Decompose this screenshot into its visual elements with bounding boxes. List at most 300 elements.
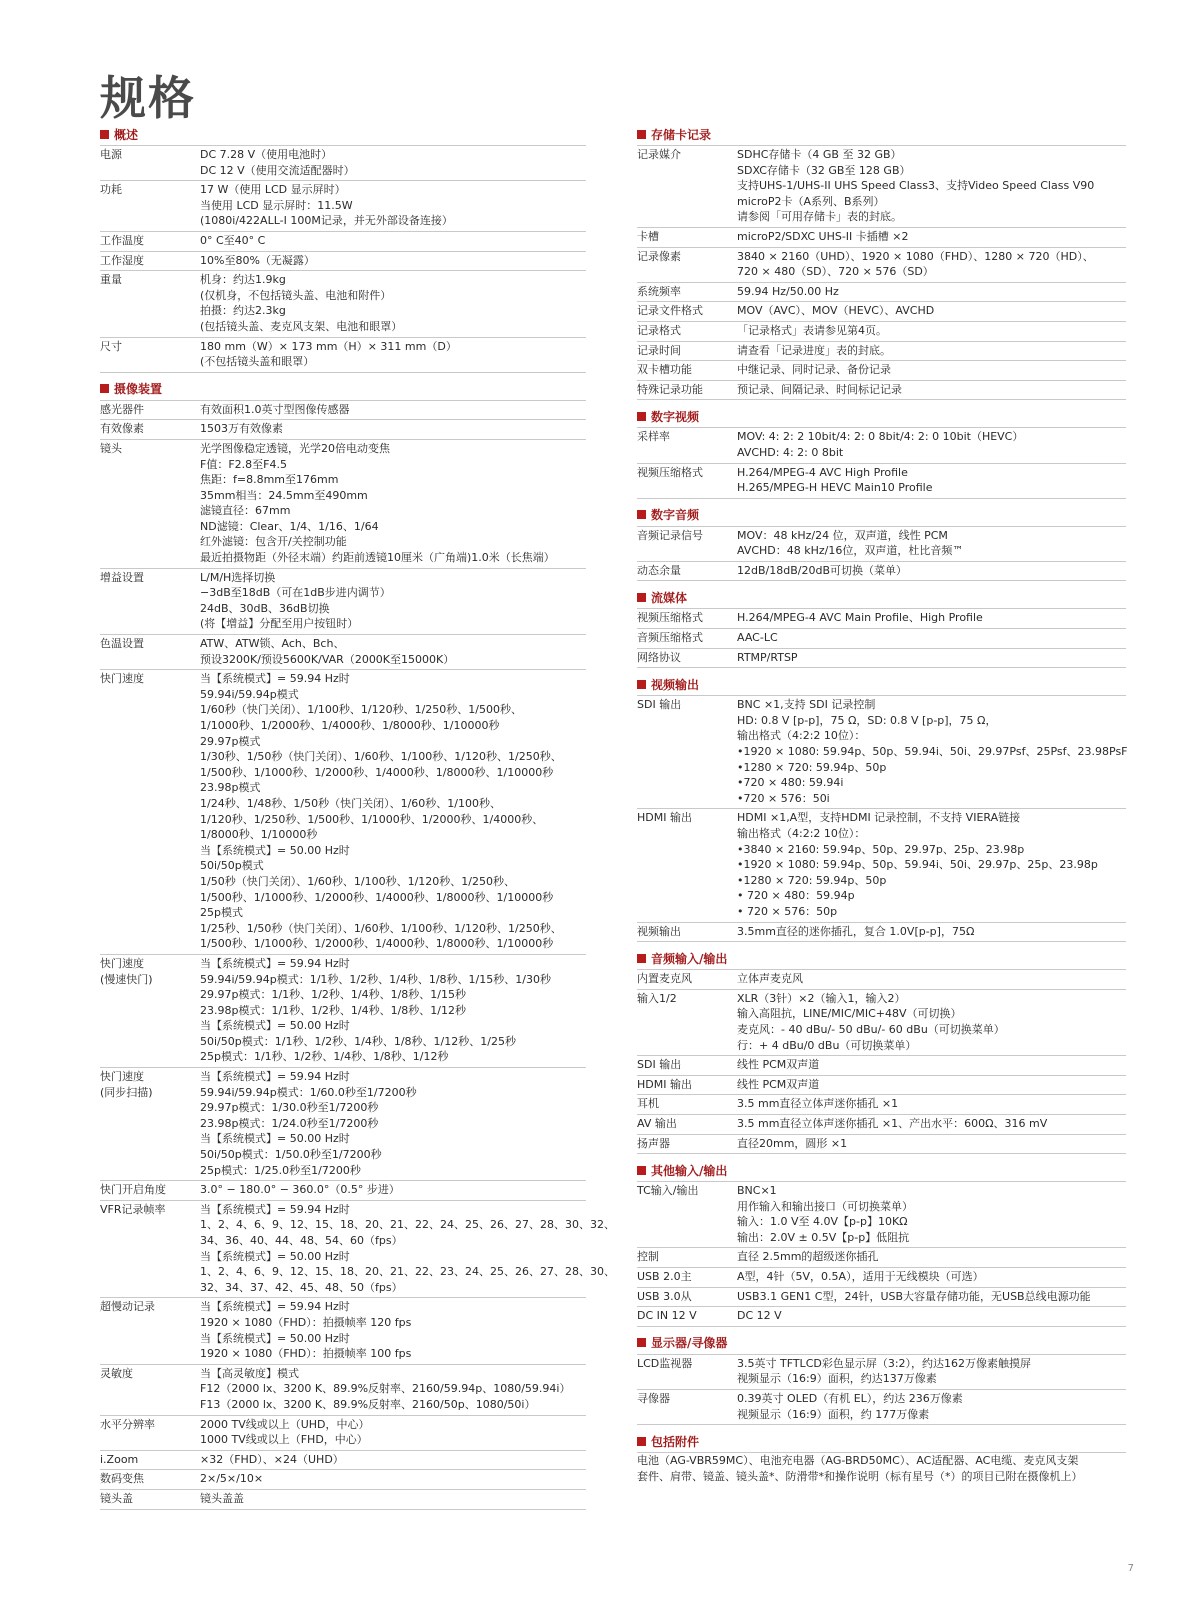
spec-label: USB 3.0从 xyxy=(637,1289,692,1303)
spec-values xyxy=(737,991,1126,1053)
spec-values xyxy=(737,229,1126,245)
spec-row xyxy=(100,400,586,420)
spec-row xyxy=(637,1055,1126,1075)
spec-label: LCD监视器 xyxy=(637,1356,693,1370)
spec-value-line: 1/500秒、1/1000秒、1/2000秒、1/4000秒、1/8000秒、1/10000秒 xyxy=(200,765,554,779)
spec-values xyxy=(737,465,1126,496)
spec-values xyxy=(737,249,1126,280)
spec-value-line: ATW、ATW锁、Ach、Bch、 xyxy=(200,637,345,651)
section-title: 数字视频 xyxy=(651,409,700,424)
spec-row xyxy=(637,1287,1126,1307)
spec-label: 快门速度 (慢速快门) xyxy=(100,956,153,986)
spec-label: 水平分辨率 xyxy=(100,1417,155,1431)
spec-value-line: 视频显示（16:9）面积，约达137万像素 xyxy=(737,1372,937,1386)
spec-value-line: 当【系统模式】= 50.00 Hz时 xyxy=(200,1249,350,1263)
section-marker-icon xyxy=(637,1338,646,1347)
spec-values xyxy=(737,630,1126,646)
spec-values xyxy=(200,1202,615,1296)
spec-value-line: 当【系统模式】= 59.94 Hz时 xyxy=(200,672,350,686)
spec-section xyxy=(100,381,615,1510)
spec-value-line: 用作输入和输出接口（可切换菜单） xyxy=(737,1199,913,1213)
spec-value-line: 17 W（使用 LCD 显示屏时） xyxy=(200,183,346,197)
spec-value-line: 1503万有效像素 xyxy=(200,422,283,436)
accessory-line: 电池（AG-VBR59MC）、电池充电器（AG-BRD50MC）、AC适配器、AC电缆、麦克风支架 xyxy=(637,1452,1126,1469)
spec-value-line: 3.5mm直径的迷你插孔，复合 1.0V[p-p]，75Ω xyxy=(737,924,975,938)
spec-value-line: 0° C至40° C xyxy=(200,233,266,247)
spec-value-line: •3840 × 2160: 59.94p、50p、29.97p、25p、23.98p xyxy=(737,842,1025,856)
spec-label: 扬声器 xyxy=(637,1136,670,1150)
section-title: 音频输入/输出 xyxy=(651,951,728,966)
section-title: 数字音频 xyxy=(651,508,700,523)
spec-label: DC IN 12 V xyxy=(637,1309,697,1323)
spec-value-line: 3.5 mm直径立体声迷你插孔 ×1、产出水平：600Ω、316 mV xyxy=(737,1116,1048,1130)
spec-row xyxy=(637,1267,1126,1287)
section-header xyxy=(637,408,1126,424)
section-title: 显示器/寻像器 xyxy=(651,1336,728,1351)
section-header xyxy=(637,589,1126,605)
spec-value-line: 3.5 mm直径立体声迷你插孔 ×1 xyxy=(737,1097,899,1111)
spec-value-line: 当【系统模式】= 50.00 Hz时 xyxy=(200,843,350,857)
spec-value-line: 当使用 LCD 显示屏时：11.5W xyxy=(200,198,353,212)
section-marker-icon xyxy=(637,1166,646,1175)
spec-values xyxy=(200,402,586,418)
spec-column-left xyxy=(100,126,615,1518)
spec-label: 快门速度 (同步扫描) xyxy=(100,1070,153,1099)
spec-values xyxy=(737,610,1126,626)
spec-value-line: 麦克风：- 40 dBu/- 50 dBu/- 60 dBu（可切换菜单） xyxy=(737,1022,1005,1036)
spec-row xyxy=(637,427,1126,462)
spec-row xyxy=(100,634,586,669)
section-header xyxy=(637,676,1126,692)
spec-value-line: (1080i/422ALL-I 100M记录，并无外部设备连接） xyxy=(200,214,453,228)
spec-label: 双卡槽功能 xyxy=(637,363,692,377)
spec-label: 记录格式 xyxy=(637,323,681,337)
spec-row xyxy=(637,360,1126,380)
spec-values xyxy=(737,1057,1126,1073)
spec-value-line: 预记录、间隔记录、时间标记记录 xyxy=(737,382,902,396)
spec-value-line: 请参阅「可用存储卡」表的封底。 xyxy=(737,210,902,224)
spec-value-line: 1/25秒、1/50秒（快门关闭）、1/60秒、1/100秒、1/120秒、1/250秒、 xyxy=(200,921,562,935)
spec-value-line: HD: 0.8 V [p-p]，75 Ω，SD: 0.8 V [p-p]，75 Ω， xyxy=(737,713,997,727)
spec-label: 寻像器 xyxy=(637,1392,670,1406)
spec-value-line: 输出格式（4:2:2 10位）： xyxy=(737,729,866,743)
spec-value-line: •1280 × 720: 59.94p、50p xyxy=(737,760,887,774)
spec-values xyxy=(737,1308,1126,1324)
spec-values xyxy=(737,1356,1126,1387)
spec-label: 记录时间 xyxy=(637,343,681,357)
section-title: 其他输入/输出 xyxy=(651,1163,728,1178)
spec-value-line: 1、2、4、6、9、12、15、18、20、21、22、24、25、26、27、28、30、32、 xyxy=(200,1218,615,1232)
spec-values xyxy=(200,182,586,229)
spec-value-line: A型，4针（5V，0.5A），适用于无线模块（可选） xyxy=(737,1270,984,1284)
section-title: 存储卡记录 xyxy=(651,127,712,142)
spec-value-line: •720 × 576：50i xyxy=(737,791,830,805)
section-marker-icon xyxy=(637,412,646,421)
spec-values xyxy=(200,147,586,178)
spec-values xyxy=(737,284,1126,300)
spec-value-line: microP2/SDXC UHS-II 卡插槽 ×2 xyxy=(737,229,909,243)
section-header xyxy=(637,126,1126,142)
spec-value-line: 1/60秒（快门关闭）、1/100秒、1/120秒、1/250秒、1/500秒、 xyxy=(200,703,523,717)
spec-section xyxy=(637,1433,1126,1484)
spec-label: 镜头 xyxy=(100,441,122,455)
spec-value-line: 50i/50p模式 xyxy=(200,859,264,873)
spec-value-line: • 720 × 576：50p xyxy=(737,904,838,918)
spec-row xyxy=(100,1200,615,1298)
spec-values xyxy=(737,1183,1126,1245)
spec-row xyxy=(637,1181,1126,1247)
spec-value-line: •1920 × 1080: 59.94p、50p、59.94i、50i、29.97Psf、25Psf、23.98PsF xyxy=(737,745,1128,759)
spec-value-line: MOV: 4: 2: 2 10bit/4: 2: 0 8bit/4: 2: 0 10bit（HEVC） xyxy=(737,430,1024,444)
spec-value-line: 29.97p模式：1/1秒、1/2秒、1/4秒、1/8秒、1/15秒 xyxy=(200,988,466,1002)
spec-label: 采样率 xyxy=(637,430,670,444)
spec-values xyxy=(737,1136,1126,1152)
spec-values xyxy=(737,528,1126,559)
spec-value-line: ND滤镜：Clear、1/4、1/16、1/64 xyxy=(200,519,379,533)
spec-value-line: 1/120秒、1/250秒、1/500秒、1/1000秒、1/2000秒、1/4000秒、 xyxy=(200,812,544,826)
spec-value-line: 视频显示（16:9）面积，约 177万像素 xyxy=(737,1407,930,1421)
spec-values xyxy=(737,1249,1126,1265)
spec-row xyxy=(637,282,1126,302)
spec-value-line: SDHC存储卡（4 GB 至 32 GB） xyxy=(737,148,902,161)
section-header xyxy=(100,381,586,397)
spec-value-line: 当【系统模式】= 59.94 Hz时 xyxy=(200,1202,350,1216)
spec-value-line: ×32（FHD）、×24（UHD） xyxy=(200,1452,344,1466)
spec-value-line: 2000 TV线或以上（UHD，中心） xyxy=(200,1417,370,1431)
spec-label: 系统频率 xyxy=(637,284,681,298)
spec-label: SDI 输出 xyxy=(637,698,682,712)
spec-value-line: 29.97p模式 xyxy=(200,734,261,748)
spec-value-line: DC 12 V（使用交流适配器时） xyxy=(200,163,355,177)
spec-values xyxy=(200,339,586,370)
spec-section xyxy=(100,126,586,373)
spec-values xyxy=(737,697,1126,806)
section-marker-icon xyxy=(637,954,646,963)
spec-label: 增益设置 xyxy=(100,570,144,584)
spec-value-line: BNC×1 xyxy=(737,1184,777,1198)
spec-row xyxy=(637,989,1126,1055)
spec-value-line: 当【系统模式】= 50.00 Hz时 xyxy=(200,1331,350,1345)
spec-values xyxy=(737,971,1126,987)
spec-value-line: DC 12 V xyxy=(737,1309,782,1323)
section-header xyxy=(637,1335,1126,1351)
spec-row xyxy=(100,180,586,231)
spec-value-line: AVCHD：48 kHz/16位，双声道，杜比音频™ xyxy=(737,544,964,558)
spec-value-line: MOV（AVC）、MOV（HEVC）、AVCHD xyxy=(737,304,935,318)
section-title: 摄像装置 xyxy=(114,382,163,397)
spec-row xyxy=(637,1114,1126,1134)
spec-values xyxy=(200,253,586,269)
spec-row xyxy=(637,1389,1126,1425)
spec-value-line: SDXC存储卡（32 GB至 128 GB） xyxy=(737,163,911,177)
spec-label: 音频记录信号 xyxy=(637,528,703,542)
spec-row xyxy=(637,301,1126,321)
spec-row xyxy=(100,145,586,180)
spec-row xyxy=(100,337,586,373)
section-title: 概述 xyxy=(114,127,139,142)
spec-label: HDMI 输出 xyxy=(637,811,692,825)
spec-label: 记录像素 xyxy=(637,249,681,263)
spec-label: 网络协议 xyxy=(637,650,681,664)
page-number: 7 xyxy=(1127,1563,1134,1574)
spec-values xyxy=(737,1391,1126,1422)
spec-row xyxy=(637,561,1126,582)
spec-row xyxy=(100,231,586,251)
spec-value-line: 1/1000秒、1/2000秒、1/4000秒、1/8000秒、1/10000秒 xyxy=(200,719,500,732)
spec-value-line: H.264/MPEG-4 AVC High Profile xyxy=(737,465,908,479)
spec-row xyxy=(637,969,1126,989)
spec-column-right xyxy=(637,126,1126,1492)
spec-value-line: 光学图像稳定透镜，光学20倍电动变焦 xyxy=(200,441,390,455)
spec-row xyxy=(100,1450,586,1470)
spec-values xyxy=(737,147,1126,225)
spec-value-line: microP2卡（A系列、B系列） xyxy=(737,194,885,208)
spec-values xyxy=(737,563,1126,579)
spec-label: 色温设置 xyxy=(100,637,144,651)
spec-value-line: 3.5英寸 TFTLCD彩色显示屏（3:2），约达162万像素触摸屏 xyxy=(737,1356,1032,1370)
spec-row xyxy=(637,608,1126,628)
spec-label: 超慢动记录 xyxy=(100,1300,155,1314)
spec-value-line: 输出格式（4:2:2 10位）： xyxy=(737,827,866,840)
spec-label: 尺寸 xyxy=(100,339,122,353)
spec-value-line: 23.98p模式 xyxy=(200,781,261,795)
spec-row xyxy=(637,1354,1126,1389)
spec-values xyxy=(200,671,586,952)
spec-value-line: 25p模式：1/25.0秒至1/7200秒 xyxy=(200,1163,361,1177)
spec-value-line: 当【系统模式】= 50.00 Hz时 xyxy=(200,1132,350,1146)
spec-row xyxy=(100,439,586,568)
spec-value-line: 10%至80%（无凝露） xyxy=(200,253,315,267)
spec-value-line: 立体声麦克风 xyxy=(737,972,803,986)
spec-value-line: F值：F2.8至F4.5 xyxy=(200,457,287,471)
spec-value-line: 1/8000秒、1/10000秒 xyxy=(200,828,318,842)
spec-values xyxy=(200,1452,586,1468)
spec-row xyxy=(100,270,586,336)
spec-values xyxy=(200,1417,586,1448)
spec-section xyxy=(637,1162,1126,1327)
section-marker-icon xyxy=(637,680,646,689)
section-header xyxy=(100,126,586,142)
spec-row xyxy=(637,227,1126,247)
spec-row xyxy=(637,1134,1126,1155)
spec-value-line: RTMP/RTSP xyxy=(737,650,798,664)
spec-row xyxy=(637,922,1126,943)
spec-value-line: (包括镜头盖、麦克风支架、电池和眼罩） xyxy=(200,319,403,333)
spec-value-line: AVCHD: 4: 2: 0 8bit xyxy=(737,445,844,459)
spec-label: TC输入/输出 xyxy=(637,1184,699,1198)
spec-value-line: 23.98p模式：1/24.0秒至1/7200秒 xyxy=(200,1116,379,1130)
spec-value-line: 线性 PCM双声道 xyxy=(737,1058,820,1072)
spec-values xyxy=(200,233,586,249)
spec-values xyxy=(200,956,586,1065)
spec-label: 电源 xyxy=(100,148,122,161)
spec-value-line: 滤镜直径：67mm xyxy=(200,504,291,518)
spec-row xyxy=(100,1415,586,1450)
spec-label: 有效像素 xyxy=(100,422,144,436)
spec-row xyxy=(637,380,1126,401)
spec-row xyxy=(637,1094,1126,1114)
section-marker-icon xyxy=(637,1437,646,1446)
spec-section xyxy=(637,126,1126,400)
spec-value-line: H.265/MPEG-H HEVC Main10 Profile xyxy=(737,481,933,495)
spec-values xyxy=(737,429,1126,460)
spec-value-line: 1/50秒（快门关闭）、1/60秒、1/100秒、1/120秒、1/250秒、 xyxy=(200,874,516,888)
spec-row xyxy=(100,669,586,954)
spec-values xyxy=(737,1269,1126,1285)
spec-value-line: 行：+ 4 dBu/0 dBu（可切换菜单） xyxy=(737,1038,917,1052)
spec-row xyxy=(637,808,1126,921)
spec-label: SDI 输出 xyxy=(637,1058,682,1072)
spec-values xyxy=(737,382,1126,398)
spec-label: 特殊记录功能 xyxy=(637,382,703,396)
spec-row xyxy=(100,251,586,271)
spec-value-line: 1000 TV线或以上（FHD，中心） xyxy=(200,1433,368,1447)
spec-row xyxy=(637,1306,1126,1327)
spec-value-line: •720 × 480: 59.94i xyxy=(737,776,844,790)
spec-value-line: 支持UHS-1/UHS-II UHS Speed Class3、支持Video Speed Class V90 xyxy=(737,179,1095,193)
spec-values xyxy=(737,303,1126,319)
spec-row xyxy=(100,1489,586,1510)
section-title: 流媒体 xyxy=(651,590,688,605)
spec-row xyxy=(100,1067,586,1180)
spec-values xyxy=(737,323,1126,339)
spec-label: 快门速度 xyxy=(100,672,144,686)
spec-value-line: 请查看「记录进度」表的封底。 xyxy=(737,343,891,357)
spec-label: 工作温度 xyxy=(100,233,144,247)
spec-value-line: 720 × 480（SD）、720 × 576（SD） xyxy=(737,265,934,279)
spec-value-line: 线性 PCM双声道 xyxy=(737,1077,820,1091)
spec-value-line: 180 mm（W）× 173 mm（H）× 311 mm（D） xyxy=(200,339,457,353)
spec-values xyxy=(200,1182,586,1198)
spec-value-line: 「记录格式」表请参见第4页。 xyxy=(737,323,887,337)
spec-value-line: 当【系统模式】= 50.00 Hz时 xyxy=(200,1019,350,1033)
spec-value-line: (将【增益】分配至用户按钮时） xyxy=(200,617,359,631)
spec-label: VFR记录帧率 xyxy=(100,1202,166,1216)
spec-value-line: 1920 × 1080（FHD）：拍摄帧率 100 fps xyxy=(200,1347,412,1361)
spec-value-line: 12dB/18dB/20dB可切换（菜单） xyxy=(737,563,907,577)
spec-label: 输入1/2 xyxy=(637,991,677,1005)
spec-values xyxy=(200,441,586,566)
spec-label: 灵敏度 xyxy=(100,1366,133,1380)
spec-values xyxy=(200,1069,586,1178)
spec-value-line: (仅机身，不包括镜头盖、电池和附件） xyxy=(200,288,392,302)
spec-value-line: 预设3200K/预设5600K/VAR（2000K至15000K） xyxy=(200,652,455,666)
spec-row xyxy=(100,1364,586,1415)
spec-row xyxy=(637,695,1126,808)
spec-label: 控制 xyxy=(637,1250,659,1264)
spec-values xyxy=(737,1289,1126,1305)
spec-value-line: 1/30秒、1/50秒（快门关闭）、1/60秒、1/100秒、1/120秒、1/250秒、 xyxy=(200,750,562,764)
spec-value-line: 焦距：f=8.8mm至176mm xyxy=(200,473,339,487)
spec-values xyxy=(200,570,586,632)
section-header xyxy=(637,1433,1126,1449)
spec-value-line: F12（2000 lx、3200 K、89.9%反射率、2160/59.94p、1080/59.94i） xyxy=(200,1382,571,1396)
spec-value-line: 25p模式：1/1秒、1/2秒、1/4秒、1/8秒、1/12秒 xyxy=(200,1050,449,1064)
spec-value-line: 59.94i/59.94p模式：1/1秒、1/2秒、1/4秒、1/8秒、1/15秒、1/30秒 xyxy=(200,972,551,986)
spec-row xyxy=(637,145,1126,227)
spec-value-line: 29.97p模式：1/30.0秒至1/7200秒 xyxy=(200,1101,379,1115)
spec-value-line: 34、36、40、44、48、54、60（fps） xyxy=(200,1234,403,1247)
spec-section xyxy=(637,676,1126,942)
section-marker-icon xyxy=(637,130,646,139)
spec-values xyxy=(737,1116,1126,1132)
spec-value-line: •1280 × 720: 59.94p、50p xyxy=(737,873,887,887)
spec-value-line: 输出：2.0V ± 0.5V【p-p】低阻抗 xyxy=(737,1230,910,1244)
section-marker-icon xyxy=(100,384,109,393)
spec-value-line: • 720 × 480：59.94p xyxy=(737,889,855,903)
spec-value-line: 25p模式 xyxy=(200,906,243,920)
spec-label: 耳机 xyxy=(637,1097,659,1111)
spec-row xyxy=(637,1247,1126,1267)
spec-value-line: •1920 × 1080: 59.94p、50p、59.94i、50i、29.97p、25p、23.98p xyxy=(737,858,1098,872)
section-marker-icon xyxy=(637,510,646,519)
spec-label: USB 2.0主 xyxy=(637,1270,692,1284)
section-marker-icon xyxy=(100,130,109,139)
section-title: 视频输出 xyxy=(651,677,700,692)
spec-value-line: BNC ×1,支持 SDI 记录控制 xyxy=(737,698,876,712)
spec-value-line: 50i/50p模式：1/1秒、1/2秒、1/4秒、1/8秒、1/12秒、1/25秒 xyxy=(200,1034,516,1048)
spec-values xyxy=(200,1491,586,1507)
spec-label: 视频压缩格式 xyxy=(637,611,703,625)
spec-section xyxy=(637,950,1126,1154)
spec-value-line: 最近拍摄物距（外径末端）约距前透镜10厘米（广角端)1.0米（长焦端） xyxy=(200,551,555,565)
spec-value-line: HDMI ×1,A型，支持HDMI 记录控制，不支持 VIERA链接 xyxy=(737,811,1021,825)
spec-values xyxy=(200,421,586,437)
spec-value-line: 拍摄：约达2.3kg xyxy=(200,304,286,318)
spec-section xyxy=(637,1335,1126,1425)
spec-value-line: AAC-LC xyxy=(737,631,778,645)
spec-row xyxy=(100,1469,586,1489)
spec-values xyxy=(737,1096,1126,1112)
spec-label: 音频压缩格式 xyxy=(637,631,703,645)
spec-row xyxy=(637,1075,1126,1095)
spec-section xyxy=(637,408,1126,498)
spec-values xyxy=(737,343,1126,359)
spec-value-line: 中继记录、同时记录、备份记录 xyxy=(737,363,891,377)
spec-row xyxy=(637,341,1126,361)
spec-values xyxy=(737,810,1126,919)
spec-value-line: 红外滤镜：包含开/关控制功能 xyxy=(200,535,347,549)
spec-label: 快门开启角度 xyxy=(100,1183,166,1197)
spec-label: i.Zoom xyxy=(100,1452,139,1466)
spec-value-line: 59.94 Hz/50.00 Hz xyxy=(737,284,839,298)
spec-value-line: 23.98p模式：1/1秒、1/2秒、1/4秒、1/8秒、1/12秒 xyxy=(200,1003,466,1017)
section-marker-icon xyxy=(637,593,646,602)
spec-values xyxy=(737,1077,1126,1093)
spec-row xyxy=(100,568,586,634)
spec-label: 记录媒介 xyxy=(637,148,681,161)
spec-values xyxy=(737,650,1126,666)
spec-value-line: −3dB至18dB（可在1dB步进内调节） xyxy=(200,586,391,600)
spec-value-line: 直径 2.5mm的超级迷你插孔 xyxy=(737,1250,879,1264)
spec-value-line: 镜头盖盖 xyxy=(200,1491,244,1505)
spec-values xyxy=(200,636,586,667)
spec-value-line: 32、34、37、42、45、48、50（fps） xyxy=(200,1280,403,1294)
spec-row xyxy=(100,1180,586,1200)
spec-label: HDMI 输出 xyxy=(637,1077,692,1091)
spec-value-line: 输入高阻抗，LINE/MIC/MIC+48V（可切换） xyxy=(737,1007,962,1021)
spec-value-line: 3.0° − 180.0° − 360.0°（0.5° 步进） xyxy=(200,1183,400,1197)
spec-row xyxy=(637,321,1126,341)
spec-value-line: 当【系统模式】= 59.94 Hz时 xyxy=(200,1070,350,1084)
spec-value-line: 50i/50p模式：1/50.0秒至1/7200秒 xyxy=(200,1148,382,1162)
spec-label: 视频输出 xyxy=(637,924,681,938)
spec-value-line: H.264/MPEG-4 AVC Main Profile、High Profile xyxy=(737,611,983,625)
spec-row xyxy=(637,648,1126,669)
spec-value-line: 直径20mm，圆形 ×1 xyxy=(737,1136,848,1150)
spec-row xyxy=(100,1297,586,1363)
spec-values xyxy=(200,272,586,334)
